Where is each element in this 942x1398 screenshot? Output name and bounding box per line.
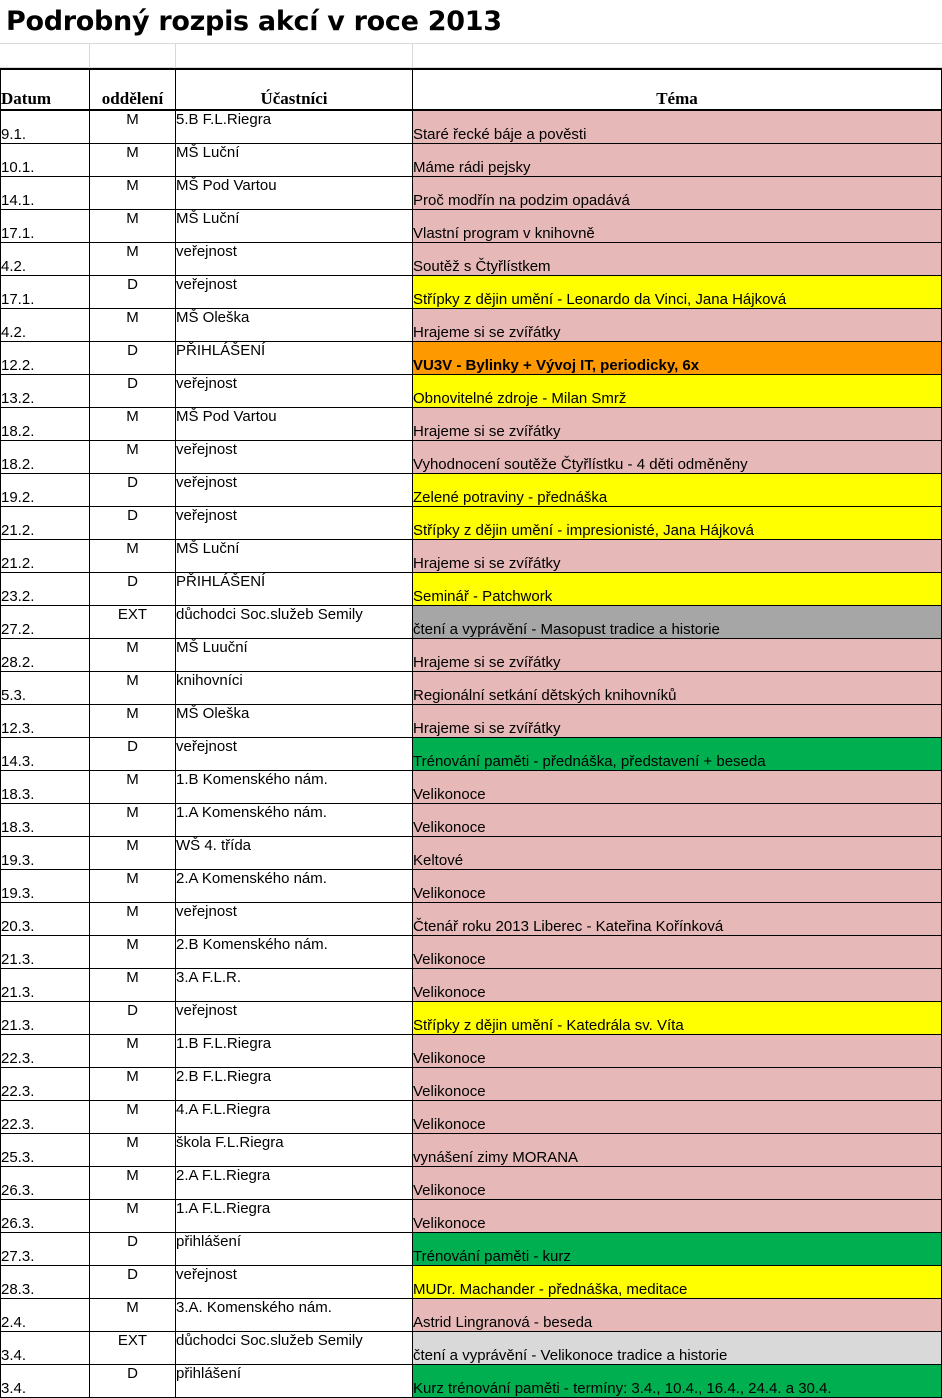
table-row (1, 243, 942, 276)
tema-cell[interactable]: Hrajeme si se zvířátky (413, 639, 942, 672)
tema-cell[interactable]: čtení a vyprávění - Masopust tradice a historie (413, 606, 942, 639)
datum-cell[interactable]: 23.2. (1, 573, 90, 606)
ucastnici-cell[interactable]: přihlášení (176, 1233, 413, 1266)
oddeleni-cell[interactable]: D (90, 1266, 176, 1299)
oddeleni-cell[interactable]: M (90, 243, 176, 276)
datum-cell[interactable]: 20.3. (1, 903, 90, 936)
oddeleni-cell[interactable]: M (90, 804, 176, 837)
oddeleni-cell[interactable]: D (90, 1365, 176, 1398)
ucastnici-cell[interactable]: 2.B F.L.Riegra (176, 1068, 413, 1101)
header-oddeleni[interactable]: oddělení (90, 69, 176, 110)
tema-cell[interactable]: Hrajeme si se zvířátky (413, 309, 942, 342)
table-row (1, 804, 942, 837)
datum-cell[interactable]: 18.3. (1, 804, 90, 837)
datum-cell[interactable]: 21.2. (1, 540, 90, 573)
oddeleni-cell[interactable]: M (90, 969, 176, 1002)
table-row (1, 1035, 942, 1068)
datum-cell[interactable]: 18.2. (1, 408, 90, 441)
ucastnici-cell[interactable]: veřejnost (176, 1266, 413, 1299)
tema-cell[interactable]: MUDr. Machander - přednáška, meditace (413, 1266, 942, 1299)
oddeleni-cell[interactable]: M (90, 771, 176, 804)
ucastnici-cell[interactable]: MŠ Oleška (176, 705, 413, 738)
header-datum[interactable]: Datum (1, 69, 90, 110)
ucastnici-cell[interactable]: MŠ Pod Vartou (176, 408, 413, 441)
oddeleni-cell[interactable]: D (90, 1002, 176, 1035)
ucastnici-cell[interactable]: PŘIHLÁŠENÍ (176, 573, 413, 606)
oddeleni-cell[interactable]: D (90, 375, 176, 408)
datum-cell[interactable]: 28.3. (1, 1266, 90, 1299)
tema-cell[interactable]: Astrid Lingranová - beseda (413, 1299, 942, 1332)
datum-cell[interactable]: 17.1. (1, 276, 90, 309)
datum-cell[interactable]: 4.2. (1, 309, 90, 342)
table-row (1, 903, 942, 936)
oddeleni-cell[interactable]: M (90, 408, 176, 441)
ucastnici-cell[interactable]: 1.B F.L.Riegra (176, 1035, 413, 1068)
ucastnici-cell[interactable]: veřejnost (176, 738, 413, 771)
tema-cell[interactable]: Velikonoce (413, 1068, 942, 1101)
tema-cell[interactable]: Seminář - Patchwork (413, 573, 942, 606)
ucastnici-cell[interactable]: MŠ Luuční (176, 639, 413, 672)
ucastnici-cell[interactable]: 3.A. Komenského nám. (176, 1299, 413, 1332)
datum-cell[interactable]: 14.3. (1, 738, 90, 771)
oddeleni-cell[interactable]: D (90, 342, 176, 375)
ucastnici-cell[interactable]: 5.B F.L.Riegra (176, 110, 413, 144)
table-row (1, 969, 942, 1002)
oddeleni-cell[interactable]: D (90, 276, 176, 309)
table-row (1, 408, 942, 441)
datum-cell[interactable]: 27.2. (1, 606, 90, 639)
table-row (1, 110, 942, 144)
tema-cell[interactable]: Vyhodnocení soutěže Čtyřlístku - 4 děti odměněny (413, 441, 942, 474)
table-row (1, 639, 942, 672)
tema-cell[interactable]: Trénování paměti - kurz (413, 1233, 942, 1266)
tema-cell[interactable]: Velikonoce (413, 969, 942, 1002)
table-row (1, 837, 942, 870)
table-row (1, 1167, 942, 1200)
table-row (1, 441, 942, 474)
datum-cell[interactable]: 28.2. (1, 639, 90, 672)
tema-cell[interactable]: Střípky z dějin umění - Leonardo da Vinci, Jana Hájková (413, 276, 942, 309)
page-title[interactable]: Podrobný rozpis akcí v roce 2013 (6, 6, 502, 37)
tema-cell[interactable]: Keltové (413, 837, 942, 870)
table-row (1, 870, 942, 903)
oddeleni-cell[interactable]: M (90, 639, 176, 672)
tema-cell[interactable]: Velikonoce (413, 1167, 942, 1200)
tema-cell[interactable]: vynášení zimy MORANA (413, 1134, 942, 1167)
datum-cell[interactable]: 19.3. (1, 837, 90, 870)
tema-cell[interactable]: Kurz trénování paměti - termíny: 3.4., 10.4., 16.4., 24.4. a 30.4. (413, 1365, 942, 1398)
ucastnici-cell[interactable]: 1.B Komenského nám. (176, 771, 413, 804)
datum-cell[interactable]: 27.3. (1, 1233, 90, 1266)
table-row (1, 507, 942, 540)
tema-cell[interactable]: Hrajeme si se zvířátky (413, 540, 942, 573)
table-row (1, 738, 942, 771)
header-row (1, 69, 942, 110)
empty-row (0, 44, 942, 68)
ucastnici-cell[interactable]: 2.A F.L.Riegra (176, 1167, 413, 1200)
oddeleni-cell[interactable]: M (90, 144, 176, 177)
oddeleni-cell[interactable]: M (90, 1035, 176, 1068)
oddeleni-cell[interactable]: M (90, 936, 176, 969)
table-row (1, 342, 942, 375)
oddeleni-cell[interactable]: M (90, 1167, 176, 1200)
ucastnici-cell[interactable]: 4.A F.L.Riegra (176, 1101, 413, 1134)
tema-cell[interactable]: Velikonoce (413, 936, 942, 969)
oddeleni-cell[interactable]: EXT (90, 1332, 176, 1365)
ucastnici-cell[interactable]: důchodci Soc.služeb Semily (176, 606, 413, 639)
ucastnici-cell[interactable]: veřejnost (176, 1002, 413, 1035)
datum-cell[interactable]: 18.3. (1, 771, 90, 804)
ucastnici-cell[interactable]: MŠ Oleška (176, 309, 413, 342)
tema-cell[interactable]: Velikonoce (413, 1101, 942, 1134)
oddeleni-cell[interactable]: M (90, 837, 176, 870)
oddeleni-cell[interactable]: M (90, 903, 176, 936)
ucastnici-cell[interactable]: 1.A F.L.Riegra (176, 1200, 413, 1233)
oddeleni-cell[interactable]: D (90, 738, 176, 771)
datum-cell[interactable]: 22.3. (1, 1035, 90, 1068)
oddeleni-cell[interactable]: M (90, 672, 176, 705)
table-row (1, 210, 942, 243)
header-tema[interactable]: Téma (413, 69, 942, 110)
oddeleni-cell[interactable]: M (90, 210, 176, 243)
table-row (1, 276, 942, 309)
ucastnici-cell[interactable]: MŠ Pod Vartou (176, 177, 413, 210)
ucastnici-cell[interactable]: PŘIHLÁŠENÍ (176, 342, 413, 375)
oddeleni-cell[interactable]: M (90, 110, 176, 144)
ucastnici-cell[interactable]: veřejnost (176, 474, 413, 507)
tema-cell[interactable]: Velikonoce (413, 804, 942, 837)
table-row (1, 1068, 942, 1101)
oddeleni-cell[interactable]: M (90, 1299, 176, 1332)
ucastnici-cell[interactable]: veřejnost (176, 243, 413, 276)
ucastnici-cell[interactable]: důchodci Soc.služeb Semily (176, 1332, 413, 1365)
tema-cell[interactable]: Obnovitelné zdroje - Milan Smrž (413, 375, 942, 408)
table-row (1, 705, 942, 738)
tema-cell[interactable]: Velikonoce (413, 1200, 942, 1233)
table-row (1, 1233, 942, 1266)
table-row (1, 1266, 942, 1299)
datum-cell[interactable]: 10.1. (1, 144, 90, 177)
oddeleni-cell[interactable]: M (90, 705, 176, 738)
ucastnici-cell[interactable]: veřejnost (176, 441, 413, 474)
oddeleni-cell[interactable]: M (90, 870, 176, 903)
datum-cell[interactable]: 22.3. (1, 1101, 90, 1134)
datum-cell[interactable]: 3.4. (1, 1332, 90, 1365)
ucastnici-cell[interactable]: veřejnost (176, 903, 413, 936)
table-row (1, 1002, 942, 1035)
ucastnici-cell[interactable]: veřejnost (176, 276, 413, 309)
tema-cell[interactable]: Střípky z dějin umění - Katedrála sv. Víta (413, 1002, 942, 1035)
table-row (1, 936, 942, 969)
table-row (1, 177, 942, 210)
tema-cell[interactable]: Střípky z dějin umění - impresionisté, Jana Hájková (413, 507, 942, 540)
datum-cell[interactable]: 18.2. (1, 441, 90, 474)
tema-cell[interactable]: čtení a vyprávění - Velikonoce tradice a historie (413, 1332, 942, 1365)
datum-cell[interactable]: 14.1. (1, 177, 90, 210)
tema-cell[interactable]: Velikonoce (413, 870, 942, 903)
table-row (1, 1332, 942, 1365)
ucastnici-cell[interactable]: veřejnost (176, 375, 413, 408)
ucastnici-cell[interactable]: veřejnost (176, 507, 413, 540)
tema-cell[interactable]: Trénování paměti - přednáška, představení + beseda (413, 738, 942, 771)
datum-cell[interactable]: 17.1. (1, 210, 90, 243)
oddeleni-cell[interactable]: M (90, 540, 176, 573)
tema-cell[interactable]: Soutěž s Čtyřlístkem (413, 243, 942, 276)
oddeleni-cell[interactable]: M (90, 177, 176, 210)
table-row (1, 771, 942, 804)
datum-cell[interactable]: 25.3. (1, 1134, 90, 1167)
tema-cell[interactable]: Staré řecké báje a pověsti (413, 110, 942, 144)
ucastnici-cell[interactable]: MŠ Luční (176, 144, 413, 177)
oddeleni-cell[interactable]: M (90, 1068, 176, 1101)
datum-cell[interactable]: 26.3. (1, 1167, 90, 1200)
ucastnici-cell[interactable]: MŠ Luční (176, 540, 413, 573)
title-row (0, 0, 942, 44)
ucastnici-cell[interactable]: 2.B Komenského nám. (176, 936, 413, 969)
datum-cell[interactable]: 12.2. (1, 342, 90, 375)
tema-cell[interactable]: VU3V - Bylinky + Vývoj IT, periodicky, 6x (413, 342, 942, 375)
ucastnici-cell[interactable]: MŠ Luční (176, 210, 413, 243)
datum-cell[interactable]: 9.1. (1, 110, 90, 144)
oddeleni-cell[interactable]: D (90, 1233, 176, 1266)
datum-cell[interactable]: 21.3. (1, 1002, 90, 1035)
table-row (1, 1299, 942, 1332)
table-row (1, 309, 942, 342)
table-row (1, 573, 942, 606)
table-row (1, 1200, 942, 1233)
oddeleni-cell[interactable]: D (90, 507, 176, 540)
table-row (1, 540, 942, 573)
datum-cell[interactable]: 2.4. (1, 1299, 90, 1332)
header-ucastnici[interactable]: Účastníci (176, 69, 413, 110)
ucastnici-cell[interactable]: 1.A Komenského nám. (176, 804, 413, 837)
oddeleni-cell[interactable]: M (90, 309, 176, 342)
tema-cell[interactable]: Proč modřín na podzim opadává (413, 177, 942, 210)
ucastnici-cell[interactable]: škola F.L.Riegra (176, 1134, 413, 1167)
datum-cell[interactable]: 21.3. (1, 969, 90, 1002)
ucastnici-cell[interactable]: knihovníci (176, 672, 413, 705)
table-row (1, 144, 942, 177)
tema-cell[interactable]: Velikonoce (413, 771, 942, 804)
table-row (1, 375, 942, 408)
ucastnici-cell[interactable]: WŠ 4. třída (176, 837, 413, 870)
oddeleni-cell[interactable]: M (90, 1200, 176, 1233)
table-row (1, 606, 942, 639)
oddeleni-cell[interactable]: M (90, 441, 176, 474)
events-table (0, 68, 942, 1398)
table-row (1, 1365, 942, 1398)
oddeleni-cell[interactable]: D (90, 474, 176, 507)
datum-cell[interactable]: 13.2. (1, 375, 90, 408)
datum-cell[interactable]: 19.2. (1, 474, 90, 507)
datum-cell[interactable]: 5.3. (1, 672, 90, 705)
ucastnici-cell[interactable]: přihlášení (176, 1365, 413, 1398)
oddeleni-cell[interactable]: M (90, 1101, 176, 1134)
oddeleni-cell[interactable]: D (90, 573, 176, 606)
ucastnici-cell[interactable]: 3.A F.L.R. (176, 969, 413, 1002)
tema-cell[interactable]: Velikonoce (413, 1035, 942, 1068)
datum-cell[interactable]: 26.3. (1, 1200, 90, 1233)
ucastnici-cell[interactable]: 2.A Komenského nám. (176, 870, 413, 903)
tema-cell[interactable]: Hrajeme si se zvířátky (413, 408, 942, 441)
table-body (1, 110, 942, 1398)
tema-cell[interactable]: Čtenář roku 2013 Liberec - Kateřina Kořínková (413, 903, 942, 936)
datum-cell[interactable]: 21.2. (1, 507, 90, 540)
datum-cell[interactable]: 4.2. (1, 243, 90, 276)
table-row (1, 474, 942, 507)
tema-cell[interactable]: Hrajeme si se zvířátky (413, 705, 942, 738)
oddeleni-cell[interactable]: EXT (90, 606, 176, 639)
oddeleni-cell[interactable]: M (90, 1134, 176, 1167)
table-row (1, 1134, 942, 1167)
datum-cell[interactable]: 12.3. (1, 705, 90, 738)
datum-cell[interactable]: 22.3. (1, 1068, 90, 1101)
tema-cell[interactable]: Regionální setkání dětských knihovníků (413, 672, 942, 705)
table-row (1, 672, 942, 705)
tema-cell[interactable]: Vlastní program v knihovně (413, 210, 942, 243)
table-row (1, 1101, 942, 1134)
datum-cell[interactable]: 19.3. (1, 870, 90, 903)
tema-cell[interactable]: Zelené potraviny - přednáška (413, 474, 942, 507)
datum-cell[interactable]: 3.4. (1, 1365, 90, 1398)
datum-cell[interactable]: 21.3. (1, 936, 90, 969)
tema-cell[interactable]: Máme rádi pejsky (413, 144, 942, 177)
